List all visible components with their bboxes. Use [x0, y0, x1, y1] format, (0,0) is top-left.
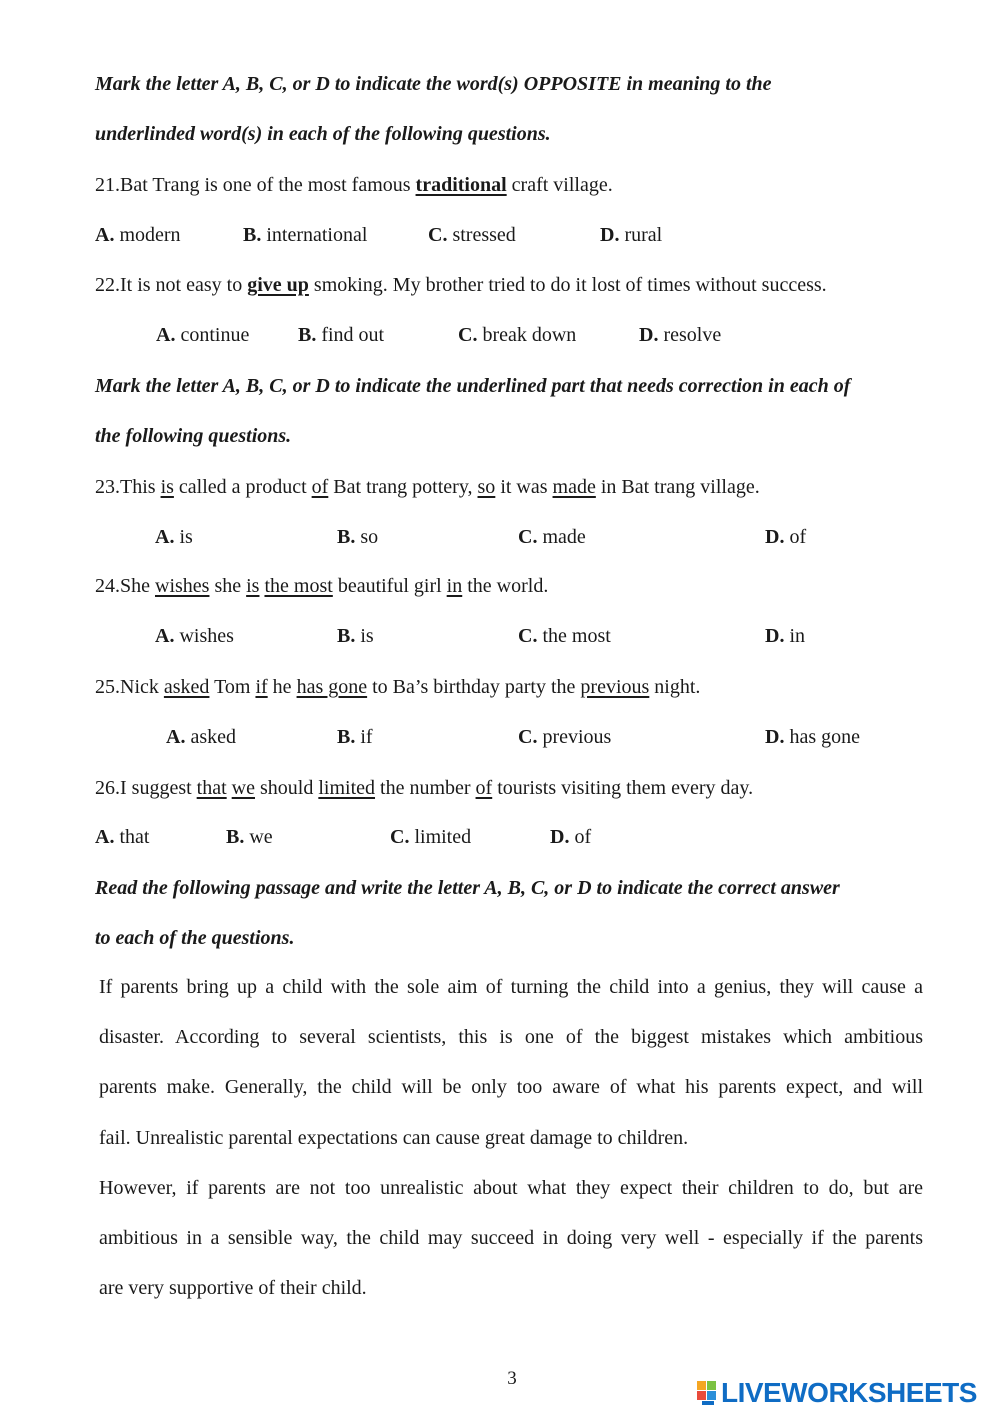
question-24: 24.She wishes she is the most beautiful girl in the world.	[95, 575, 549, 597]
liveworksheets-icon	[697, 1379, 719, 1407]
q23-option-a[interactable]: A. is	[155, 526, 193, 548]
section3-instruction-line1: Read the following passage and write the letter A, B, C, or D to indicate the correct answer	[95, 877, 840, 899]
q25-option-d[interactable]: D. has gone	[765, 726, 860, 748]
section2-instruction-line2: the following questions.	[95, 425, 292, 447]
q24-option-b[interactable]: B. is	[337, 625, 374, 647]
passage-line: disaster. According to several scientists, this is one of the biggest mistakes which ambitious	[99, 1026, 923, 1049]
q24-option-a[interactable]: A. wishes	[155, 625, 234, 647]
underlined-part-a: wishes	[155, 575, 210, 597]
q23-option-c[interactable]: C. made	[518, 526, 586, 548]
underlined-part-b: if	[255, 676, 268, 698]
q26-option-a[interactable]: A. that	[95, 826, 150, 848]
underlined-part-d: of	[311, 476, 329, 498]
q26-option-d[interactable]: D. of	[550, 826, 592, 848]
underlined-part-d: in	[446, 575, 463, 597]
q21-option-d[interactable]: D. rural	[600, 224, 663, 246]
section1-instruction-line2: underlinded word(s) in each of the following questions.	[95, 123, 551, 145]
underlined-part-a: that	[196, 777, 227, 799]
passage-line: fail. Unrealistic parental expectations can cause great damage to children.	[99, 1126, 689, 1149]
underlined-part-c: the most	[264, 575, 333, 597]
q22-option-c[interactable]: C. break down	[458, 324, 577, 346]
underlined-word: give up	[247, 274, 309, 296]
underlined-part-a: is	[160, 476, 174, 498]
q22-option-b[interactable]: B. find out	[298, 324, 385, 346]
passage-line: ambitious in a sensible way, the child may succeed in doing very well - especially if the parents	[99, 1226, 923, 1249]
q22-option-d[interactable]: D. resolve	[639, 324, 722, 346]
section3-instruction-line2: to each of the questions.	[95, 927, 295, 949]
underlined-part-d: has gone	[296, 676, 368, 698]
q22-option-a[interactable]: A. continue	[156, 324, 250, 346]
underlined-part-c: limited	[318, 777, 376, 799]
section1-instruction-line1: Mark the letter A, B, C, or D to indicate the word(s) OPPOSITE in meaning to the	[95, 73, 772, 95]
q21-option-b[interactable]: B. international	[243, 224, 368, 246]
question-23: 23.This is called a product of Bat trang pottery, so it was made in Bat trang village.	[95, 476, 760, 498]
question-22: 22.It is not easy to give up smoking. My brother tried to do it lost of times without success.	[95, 274, 827, 296]
page-number: 3	[507, 1368, 517, 1389]
underlined-part-b: we	[231, 777, 255, 799]
section2-instruction-line1: Mark the letter A, B, C, or D to indicate the underlined part that needs correction in each of	[95, 375, 851, 397]
underlined-part-a: asked	[163, 676, 210, 698]
passage-line: However, if parents are not too unrealistic about what they expect their children to do, but are	[99, 1176, 923, 1199]
underlined-part-c: made	[552, 476, 596, 498]
q23-option-b[interactable]: B. so	[337, 526, 379, 548]
underlined-part-b: is	[246, 575, 260, 597]
underlined-word: traditional	[415, 174, 507, 196]
q26-option-c[interactable]: C. limited	[390, 826, 472, 848]
q21-option-a[interactable]: A. modern	[95, 224, 181, 246]
q25-option-b[interactable]: B. if	[337, 726, 373, 748]
passage-line: are very supportive of their child.	[99, 1277, 367, 1300]
passage-line: If parents bring up a child with the sole aim of turning the child into a genius, they will cause a	[99, 976, 923, 998]
brand-text: LIVEWORKSHEETS	[721, 1377, 977, 1408]
q25-option-c[interactable]: C. previous	[518, 726, 612, 748]
underlined-part-d: of	[475, 777, 493, 799]
question-21: 21.Bat Trang is one of the most famous traditional craft village.	[95, 174, 613, 196]
passage-line: parents make. Generally, the child will be only too aware of what his parents expect, and will	[99, 1076, 923, 1099]
question-25: 25.Nick asked Tom if he has gone to Ba’s birthday party the previous night.	[95, 676, 701, 698]
q25-option-a[interactable]: A. asked	[166, 726, 236, 748]
liveworksheets-logo[interactable]	[697, 1377, 977, 1409]
reading-passage	[99, 975, 923, 1326]
q24-option-d[interactable]: D. in	[765, 625, 806, 647]
question-26: 26.I suggest that we should limited the number of tourists visiting them every day.	[95, 777, 754, 799]
q21-option-c[interactable]: C. stressed	[428, 224, 516, 246]
q26-option-b[interactable]: B. we	[226, 826, 273, 848]
q23-option-d[interactable]: D. of	[765, 526, 807, 548]
underlined-part-b: so	[477, 476, 496, 498]
q24-option-c[interactable]: C. the most	[518, 625, 611, 647]
underlined-part-c: previous	[580, 676, 650, 698]
